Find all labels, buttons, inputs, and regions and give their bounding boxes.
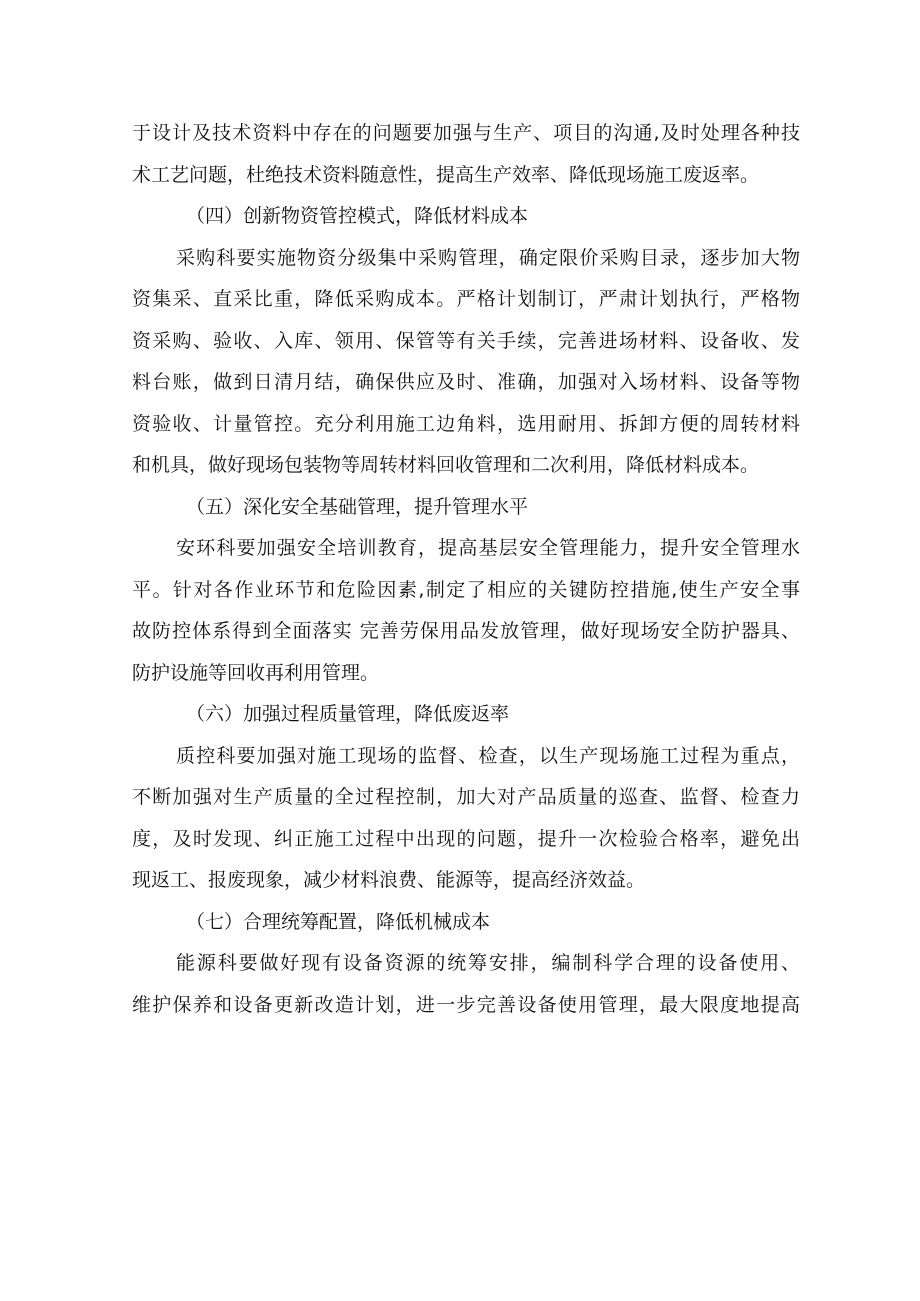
body-line: 术工艺问题，杜绝技术资料随意性，提高生产效率、降低现场施工废返率。: [132, 163, 760, 186]
body-line: 于设计及技术资料中存在的问题要加强与生产、项目的沟通,及时处理各种技: [132, 122, 800, 144]
section-heading-5: （五）深化安全基础管理，提升管理水平: [186, 495, 529, 518]
paragraph-first-line: 安环科要加强安全培训教育，提高基层安全管理能力，提升安全管理水: [176, 537, 800, 559]
section-heading-7: （七）合理统筹配置，降低机械成本: [186, 910, 491, 933]
body-line: 防护设施等回收再利用管理。: [132, 661, 380, 684]
body-line: 和机具，做好现场包装物等周转材料回收管理和二次利用，降低材料成本。: [132, 454, 760, 476]
body-line: 资验收、计量管控。充分利用施工边角料，选用耐用、拆卸方便的周转材料: [132, 412, 800, 435]
body-line: 料台账，做到日清月结，确保供应及时、准确，加强对入场材料、设备等物: [132, 371, 800, 393]
body-line: 现返工、报废现象，减少材料浪费、能源等，提高经济效益。: [132, 869, 646, 891]
section-heading-6: （六）加强过程质量管理，降低废返率: [186, 703, 510, 725]
document-body: [132, 113, 800, 1026]
section-heading-4: （四）创新物资管控模式，降低材料成本: [186, 205, 529, 227]
body-line: 平。针对各作业环节和危险因素,制定了相应的关键防控措施,使生产安全事: [132, 578, 800, 601]
body-line: 维护保养和设备更新改造计划，进一步完善设备使用管理，最大限度地提高: [132, 993, 800, 1016]
paragraph-first-line: 采购科要实施物资分级集中采购管理，确定限价采购目录，逐步加大物: [176, 246, 800, 269]
body-line: 不断加强对生产质量的全过程控制，加大对产品质量的巡查、监督、检查力: [132, 786, 800, 808]
paragraph-first-line: 能源科要做好现有设备资源的统筹安排，编制科学合理的设备使用、: [176, 952, 800, 974]
body-line: 资集采、直采比重，降低采购成本。严格计划制订，严肃计划执行，严格物: [132, 288, 800, 310]
body-line: 度，及时发现、纠正施工过程中出现的问题，提升一次检验合格率，避免出: [132, 827, 800, 850]
paragraph-first-line: 质控科要加强对施工现场的监督、检查，以生产现场施工过程为重点，: [176, 744, 800, 767]
body-line: 资采购、验收、入库、领用、保管等有关手续，完善进场材料、设备收、发: [132, 329, 800, 352]
body-line: 故防控体系得到全面落实 完善劳保用品发放管理，做好现场安全防护器具、: [132, 620, 800, 642]
